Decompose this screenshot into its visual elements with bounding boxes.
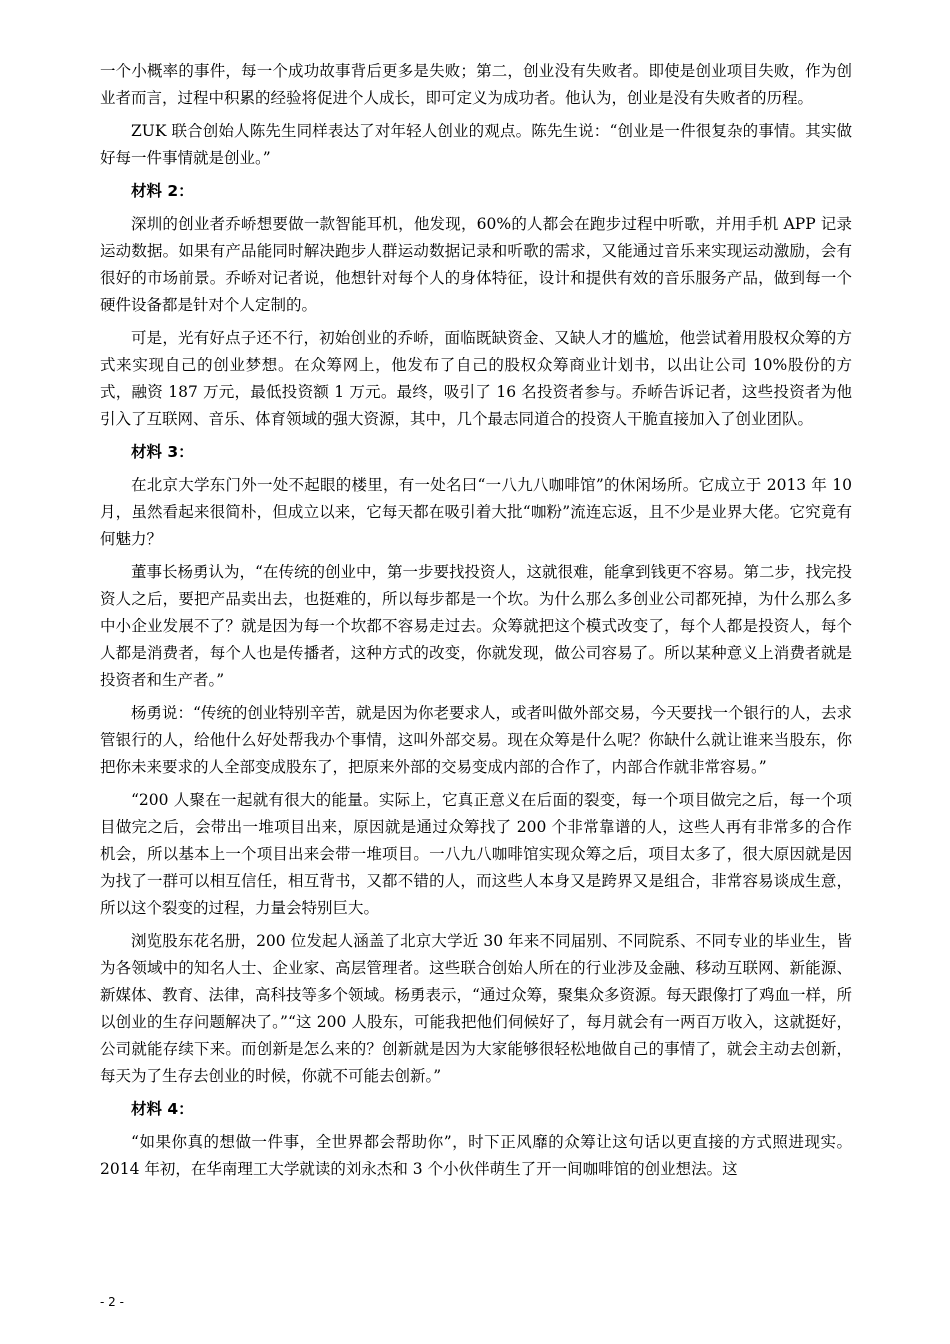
section-heading-material-2: 材料 2：: [131, 182, 194, 200]
paragraph-zuk: ZUK 联合创始人陈先生同样表达了对年轻人创业的观点。陈先生说：“创业是一件很复杂的事情。其实做好每一件事情就是创业。”: [100, 122, 852, 167]
paragraph-shenzhen-earphone: 深圳的创业者乔峤想要做一款智能耳机，他发现，60%的人都会在跑步过程中听歌，并用手机 APP 记录运动数据。如果有产品能同时解决跑步人群运动数据记录和听歌的需求，又能通过音乐来实现运动激励，会有很好的市场前景。乔峤对记者说，他想针对每个人的身体特征，设计和提供有效的音乐服务产品，做到每一个硬件设备都是针对个人定制的。: [100, 215, 852, 314]
paragraph-equity-crowdfunding: 可是，光有好点子还不行，初始创业的乔峤，面临既缺资金、又缺人才的尴尬，他尝试着用股权众筹的方式来实现自己的创业梦想。在众筹网上，他发布了自己的股权众筹商业计划书，以出让公司 10%股份的方式，融资 187 万元，最低投资额 1 万元。最终，吸引了 16 名投资者参与。乔峤告诉记者，这些投资者为他引入了互联网、音乐、体育领域的强大资源，其中，几个最志同道合的投资人干脆直接加入了创业团队。: [100, 329, 852, 428]
page-number: - 2 -: [100, 1295, 124, 1309]
paragraph-yang-yong-view: 董事长杨勇认为，“在传统的创业中，第一步要找投资人，这就很难，能拿到钱更不容易。第二步，找完投资人之后，要把产品卖出去，也挺难的，所以每步都是一个坎。为什么那么多创业公司都死掉，为什么那么多中小企业发展不了？就是因为每一个坎都不容易走过去。众筹就把这个模式改变了，每个人都是投资人，每个人都是消费者，每个人也是传播者，这种方式的改变，你就发现，做公司容易了。所以某种意义上消费者就是投资者和生产者。”: [100, 563, 852, 689]
section-heading-material-3: 材料 3：: [131, 443, 194, 461]
document-page: [100, 58, 852, 1189]
paragraph-continuation: 一个小概率的事件，每一个成功故事背后更多是失败；第二，创业没有失败者。即使是创业项目失败，作为创业者而言，过程中积累的经验将促进个人成长，即可定义为成功者。他认为，创业是没有失败者的历程。: [100, 62, 852, 107]
paragraph-shareholder-roster: 浏览股东花名册，200 位发起人涵盖了北京大学近 30 年来不同届别、不同院系、不同专业的毕业生，皆为各领域中的知名人士、企业家、高层管理者。这些联合创始人所在的行业涉及金融、移动互联网、新能源、新媒体、教育、法律，高科技等多个领域。杨勇表示，“通过众筹，聚集众多资源。每天跟像打了鸡血一样，所以创业的生存问题解决了。”“这 200 人股东，可能我把他们伺候好了，每月就会有一两百万收入，这就挺好，公司就能存续下来。而创新是怎么来的？创新就是因为大家能够很轻松地做自己的事情了，就会主动去创新，每天为了生存去创业的时候，你就不可能去创新。”: [100, 932, 852, 1085]
paragraph-yang-yong-quote: 杨勇说：“传统的创业特别辛苦，就是因为你老要求人，或者叫做外部交易，今天要找一个银行的人，去求管银行的人，给他什么好处帮我办个事情，这叫外部交易。现在众筹是什么呢？你缺什么就让谁来当股东，你把你未来要求的人全部变成股东了，把原来外部的交易变成内部的合作了，内部合作就非常容易。”: [100, 704, 852, 776]
paragraph-1898-cafe: 在北京大学东门外一处不起眼的楼里，有一处名曰“一八九八咖啡馆”的休闲场所。它成立于 2013 年 10 月，虽然看起来很简朴，但成立以来，它每天都在吸引着大批“咖粉”流连忘返，且不少是业界大佬。它究竟有何魅力？: [100, 476, 852, 548]
section-heading-material-4: 材料 4：: [131, 1100, 194, 1118]
paragraph-liu-yongjie: “如果你真的想做一件事，全世界都会帮助你”，时下正风靡的众筹让这句话以更直接的方式照进现实。2014 年初，在华南理工大学就读的刘永杰和 3 个小伙伴萌生了开一间咖啡馆的创业想法。这: [100, 1133, 852, 1178]
paragraph-200-people: “200 人聚在一起就有很大的能量。实际上，它真正意义在后面的裂变，每一个项目做完之后，每一个项目做完之后，会带出一堆项目出来，原因就是通过众筹找了 200 个非常靠谱的人，这些人再有非常多的合作机会，所以基本上一个项目出来会带一堆项目。一八九八咖啡馆实现众筹之后，项目太多了，很大原因就是因为找了一群可以相互信任，相互背书，又都不错的人，而这些人本身又是跨界又是组合，非常容易谈成生意，所以这个裂变的过程，力量会特别巨大。: [100, 791, 852, 917]
